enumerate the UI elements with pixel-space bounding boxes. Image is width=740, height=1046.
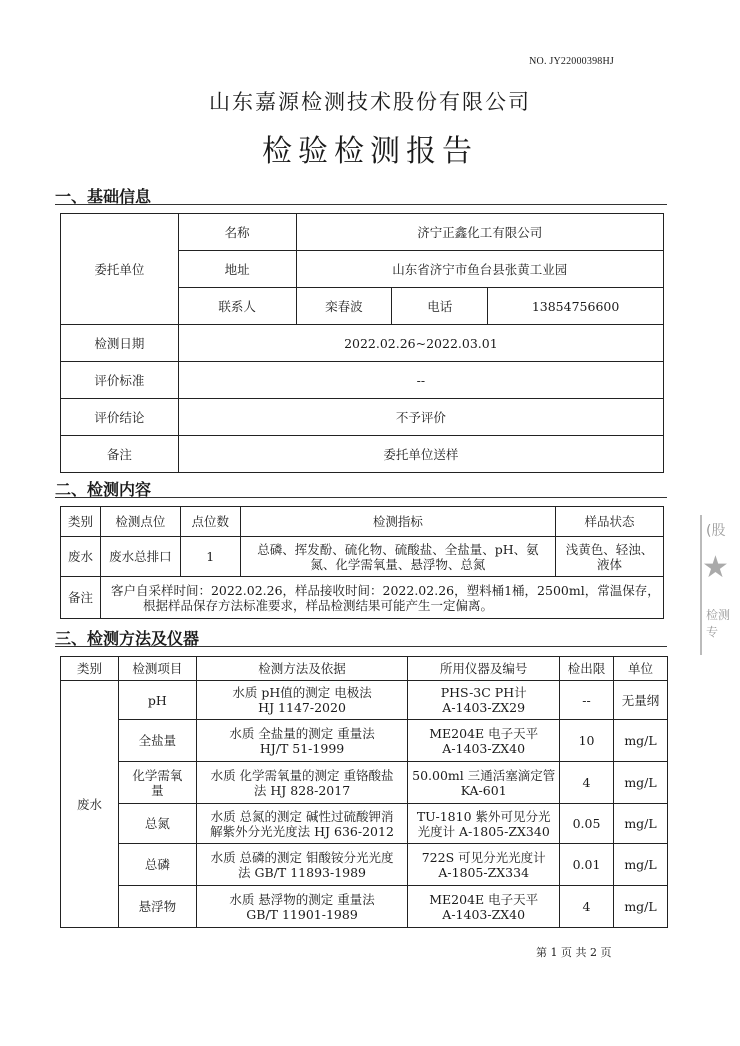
method: [196, 804, 408, 844]
instrument: [408, 762, 560, 804]
conclusion-label: 评价结论: [61, 399, 179, 436]
limit: --: [560, 681, 614, 720]
instrument: [408, 804, 560, 844]
page-footer: 第 1 页 共 2 页: [536, 946, 612, 959]
conclusion-value: 不予评价: [178, 399, 663, 436]
method-line-1: 水质 化学需氧量的测定 重铬酸盐: [210, 767, 394, 783]
method: [196, 720, 408, 762]
instrument-line-2: A-1403-ZX29: [442, 700, 526, 715]
report-number: NO. JY22000398HJ: [529, 56, 614, 67]
remark-text: [100, 577, 663, 619]
unit: 无量纲: [614, 681, 668, 720]
header-category: 类别: [61, 507, 101, 537]
limit: 0.05: [560, 804, 614, 844]
remark-line-1: 客户自采样时间：2022.02.26，样品接收时间：2022.02.26，塑料桶1桶，2500ml，常温保存，: [110, 582, 660, 598]
instrument-line-2: A-1805-ZX334: [438, 864, 530, 880]
instrument-line-1: ME204E 电子天平: [429, 891, 539, 907]
section-divider: [55, 646, 667, 647]
section-divider: [55, 204, 667, 205]
standard-value: --: [178, 362, 663, 399]
category-wastewater: 废水: [61, 681, 119, 928]
method-line-2: 解紫外分光光度法 HJ 636-2012: [210, 823, 394, 839]
header-count: 点位数: [180, 507, 240, 537]
instrument-line-2: A-1403-ZX40: [442, 740, 526, 756]
item: pH: [118, 681, 196, 720]
contact-value: 栾春波: [296, 288, 392, 325]
method-line-2: HJ/T 51-1999: [259, 740, 345, 756]
header-indicators: 检测指标: [240, 507, 555, 537]
method: [196, 844, 408, 886]
method-line-1: 水质 悬浮物的测定 重量法: [229, 891, 375, 907]
item: 全盐量: [118, 720, 196, 762]
method: [196, 681, 408, 720]
instrument: [408, 681, 560, 720]
method-line-1: 水质 总磷的测定 钼酸铵分光光度: [210, 849, 394, 865]
section-divider: [55, 497, 667, 498]
item: 总磷: [118, 844, 196, 886]
standard-label: 评价标准: [61, 362, 179, 399]
unit: mg/L: [614, 886, 668, 928]
date-value: 2022.02.26~2022.03.01: [178, 325, 663, 362]
row-point: 废水总排口: [100, 537, 180, 577]
limit: 4: [560, 886, 614, 928]
basic-info-table: [60, 213, 664, 473]
row-state: 浅黄色、轻浊、液体: [556, 537, 664, 577]
instrument-line-2: 光度计 A-1805-ZX340: [417, 823, 550, 839]
method-line-1: 水质 pH值的测定 电极法: [232, 685, 372, 700]
instrument: [408, 844, 560, 886]
header-state: 样品状态: [556, 507, 664, 537]
seal-star-icon: ★: [702, 550, 729, 585]
address-value: 山东省济宁市鱼台县张黄工业园: [296, 251, 663, 288]
header-category: 类别: [61, 657, 119, 681]
method-line-2: GB/T 11901-1989: [246, 906, 358, 922]
method-line-2: HJ 1147-2020: [258, 700, 346, 715]
header-item: 检测项目: [118, 657, 196, 681]
unit: mg/L: [614, 804, 668, 844]
header-method: 检测方法及依据: [196, 657, 408, 681]
remark-label: 备注: [61, 436, 179, 473]
instrument-line-2: KA-601: [460, 782, 507, 798]
name-label: 名称: [178, 214, 296, 251]
row-category: 废水: [61, 537, 101, 577]
header-point: 检测点位: [100, 507, 180, 537]
limit: 0.01: [560, 844, 614, 886]
unit: mg/L: [614, 720, 668, 762]
seal-text-top: (股: [706, 523, 726, 539]
report-title: 检验检测报告: [262, 134, 478, 169]
methods-table: [60, 656, 668, 928]
test-content-table: [60, 506, 664, 619]
unit: mg/L: [614, 844, 668, 886]
phone-value: 13854756600: [488, 288, 664, 325]
section-content-heading: 二、检测内容: [55, 480, 152, 499]
unit: mg/L: [614, 762, 668, 804]
instrument-line-2: A-1403-ZX40: [442, 906, 526, 922]
item: 悬浮物: [118, 886, 196, 928]
instrument-line-1: TU-1810 紫外可见分光: [416, 808, 551, 824]
contact-label: 联系人: [178, 288, 296, 325]
row-count: 1: [180, 537, 240, 577]
client-label: 委托单位: [61, 214, 179, 325]
instrument: [408, 886, 560, 928]
method-line-1: 水质 总氮的测定 碱性过硫酸钾消: [210, 808, 394, 824]
row-indicators: 总磷、挥发酚、硫化物、硫酸盐、全盐量、pH、氨氮、化学需氧量、悬浮物、总氮: [240, 537, 555, 577]
phone-label: 电话: [392, 288, 488, 325]
seal-text-bottom: 检测专: [706, 608, 731, 639]
instrument-line-1: PHS-3C PH计: [440, 685, 527, 700]
address-label: 地址: [178, 251, 296, 288]
section-methods-heading: 三、检测方法及仪器: [55, 629, 200, 648]
limit: 10: [560, 720, 614, 762]
company-name: 山东嘉源检测技术股份有限公司: [209, 90, 531, 114]
remark-line-2: 根据样品保存方法标准要求，样品检测结果可能产生一定偏离。: [142, 597, 493, 613]
instrument: [408, 720, 560, 762]
item: 总氮: [118, 804, 196, 844]
name-value: 济宁正鑫化工有限公司: [296, 214, 663, 251]
method: [196, 886, 408, 928]
method-line-1: 水质 全盐量的测定 重量法: [229, 725, 375, 741]
limit: 4: [560, 762, 614, 804]
method-line-2: 法 GB/T 11893-1989: [238, 864, 367, 880]
header-limit: 检出限: [560, 657, 614, 681]
item: 化学需氧量: [118, 762, 196, 804]
instrument-line-1: 722S 可见分光光度计: [421, 849, 546, 865]
header-unit: 单位: [614, 657, 668, 681]
remark-value: 委托单位送样: [178, 436, 663, 473]
remark-label: 备注: [61, 577, 101, 619]
date-label: 检测日期: [61, 325, 179, 362]
instrument-line-1: 50.00ml 三通活塞滴定管: [412, 767, 556, 783]
header-instrument: 所用仪器及编号: [408, 657, 560, 681]
method: [196, 762, 408, 804]
section-basic-info-heading: 一、基础信息: [55, 187, 152, 206]
method-line-2: 法 HJ 828-2017: [253, 782, 351, 798]
instrument-line-1: ME204E 电子天平: [429, 725, 539, 741]
